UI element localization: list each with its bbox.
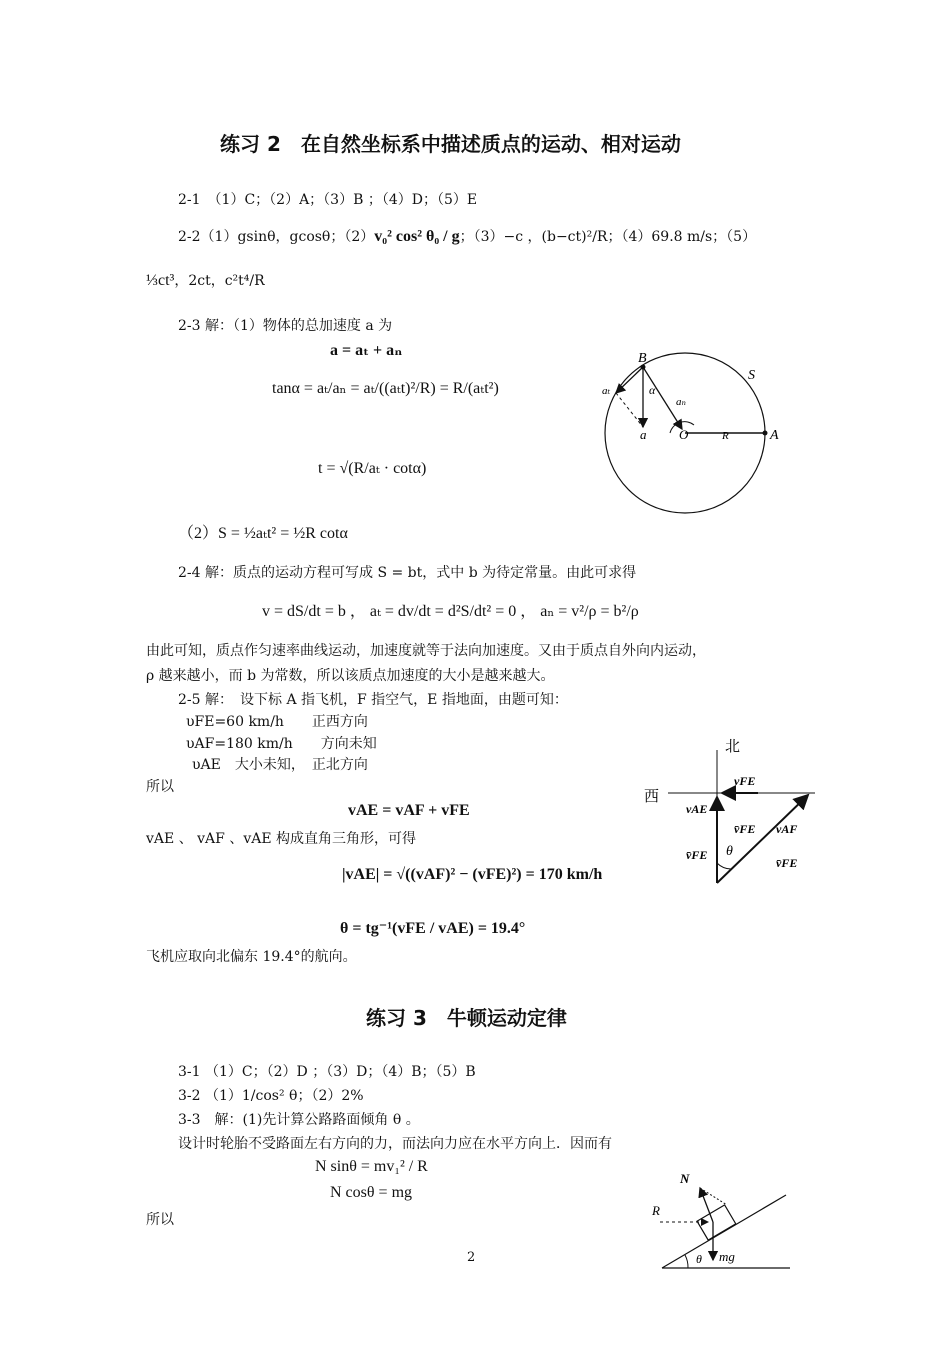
label-o: O [679,427,689,442]
label-theta: θ [726,844,733,859]
eq-2-5-magnitude: |vAE| = √((vAF)² − (vFE)²) = 170 km/h [342,866,603,883]
label-v-af: vAF [776,822,798,836]
answer-2-3-intro: 2-3 解：（1）物体的总加速度 a 为 [178,318,393,334]
label-r: R [652,1203,660,1218]
theta-arc [717,863,731,869]
label-s: S [748,368,755,383]
eq-2-5-angle: θ = tg⁻¹(vFE / vAE) = 19.4° [340,920,526,937]
eq-2-3-tan-alpha: tanα = aₜ/aₙ = aₜ/((aₜt)²/R) = R/(aₜt²) [272,380,499,397]
label-theta: θ [696,1252,702,1266]
answer-2-4-text1: 由此可知，质点作匀速率曲线运动，加速度就等于法向加速度。又由于质点自外向内运动， [146,643,706,659]
point-a-dot [763,431,768,436]
label-west: 西 [644,789,660,805]
given-v-ae: υAE 大小未知， 正北方向 [192,757,368,773]
answer-2-2-part-c: ，2ct，c²t⁴/R [174,273,265,289]
answer-3-3-intro: 3-3 解：(1)先计算公路路面倾角 θ 。 [178,1112,420,1128]
block [697,1205,736,1240]
label-n: N [680,1171,690,1186]
label-v-fe-mid: v̄FE [734,822,756,836]
label-r: R [722,430,729,442]
page-number: 2 [467,1250,476,1265]
answer-3-3-suoyi: 所以 [146,1212,174,1228]
label-v-fe-top: vFE [734,774,756,788]
answer-2-5-text: vAE 、 vAF 、vAE 构成直角三角形，可得 [146,831,417,847]
answer-3-1: 3-1 （1）C；（2）D ；（3）D；（4）B；（5）B [178,1064,476,1080]
eq-2-4: v = dS/dt = b ， aₜ = dv/dt = d²S/dt² = 0 ， aₙ = v²/ρ = b²/ρ [262,603,639,620]
given-v-fe: υFE=60 km/h 正西方向 [186,714,368,730]
incline-figure [640,1165,800,1275]
theta-arc [685,1255,688,1268]
label-point-a: A [770,428,779,443]
label-v-fe-right: v̄FE [776,856,798,870]
answer-2-2 [178,226,756,246]
label-north: 北 [725,739,741,755]
eq-2-3-part2: （2）S = ½aₜt² = ½R cotα [178,525,348,542]
answer-3-2: 3-2 （1）1/cos² θ；（2）2% [178,1088,364,1104]
answer-2-2-cont [146,270,265,290]
eq-3-3-sin: N sinθ = mv₁² / R [315,1158,428,1175]
eq-2-3-total-accel: a = aₜ + aₙ [330,342,403,359]
section-title-ex2: 练习 2 在自然坐标系中描述质点的运动、相对运动 [220,132,681,156]
normal-force-arrow [700,1188,713,1222]
dashed-component [700,1188,727,1205]
answer-3-3-text: 设计时轮胎不受路面左右方向的力，而法向力应在水平方向上．因而有 [178,1136,612,1152]
label-an: aₙ [676,396,686,408]
answer-2-2-part-b: ；（3）−c ，(b−ct)²/R；（4）69.8 m/s；（5） [459,229,757,245]
answer-2-5-suoyi: 所以 [146,779,174,795]
answer-2-4-text2: ρ 越来越小，而 b 为常数，所以该质点加速度的大小是越来越大。 [146,668,555,684]
label-mg: mg [719,1249,735,1264]
given-v-af: υAF=180 km/h 方向未知 [186,736,377,752]
answer-2-5-intro: 2-5 解： 设下标 A 指飞机，F 指空气，E 指地面，由题可知： [178,692,568,708]
eq-2-5-vector-sum: vAE = vAF + vFE [348,802,470,819]
label-alpha: α [649,383,656,397]
eq-2-3-time: t = √(R/aₜ · cotα) [318,460,427,477]
circle-motion-figure [600,345,780,515]
label-v-ae: vAE [686,802,708,816]
label-v-fe-left: v̄FE [686,848,708,862]
answer-2-4-intro: 2-4 解：质点的运动方程可写成 S = bt，式中 b 为待定常量。由此可求得 [178,565,637,581]
dashed-line [616,393,643,427]
velocity-triangle-figure [640,735,830,890]
eq-3-3-cos: N cosθ = mg [330,1184,413,1201]
answer-2-2-part-a: 2-2（1）gsinθ，gcosθ；（2） [178,229,375,245]
section-title-ex3: 练习 3 牛顿运动定律 [366,1006,567,1030]
answer-2-2-formula: v₀² cos² θ₀ / g [374,228,460,245]
label-b: B [638,351,647,366]
answer-2-2-formula-c: ⅓ct³ [146,272,175,289]
answer-2-1: 2-1 （1）C；（2）A；（3）B ；（4）D；（5）E [178,192,478,208]
label-at: aₜ [602,385,611,397]
label-a: a [640,427,647,442]
tangent-accel-vector [616,367,643,393]
answer-2-5-conclusion: 飞机应取向北偏东 19.4°的航向。 [146,949,357,965]
